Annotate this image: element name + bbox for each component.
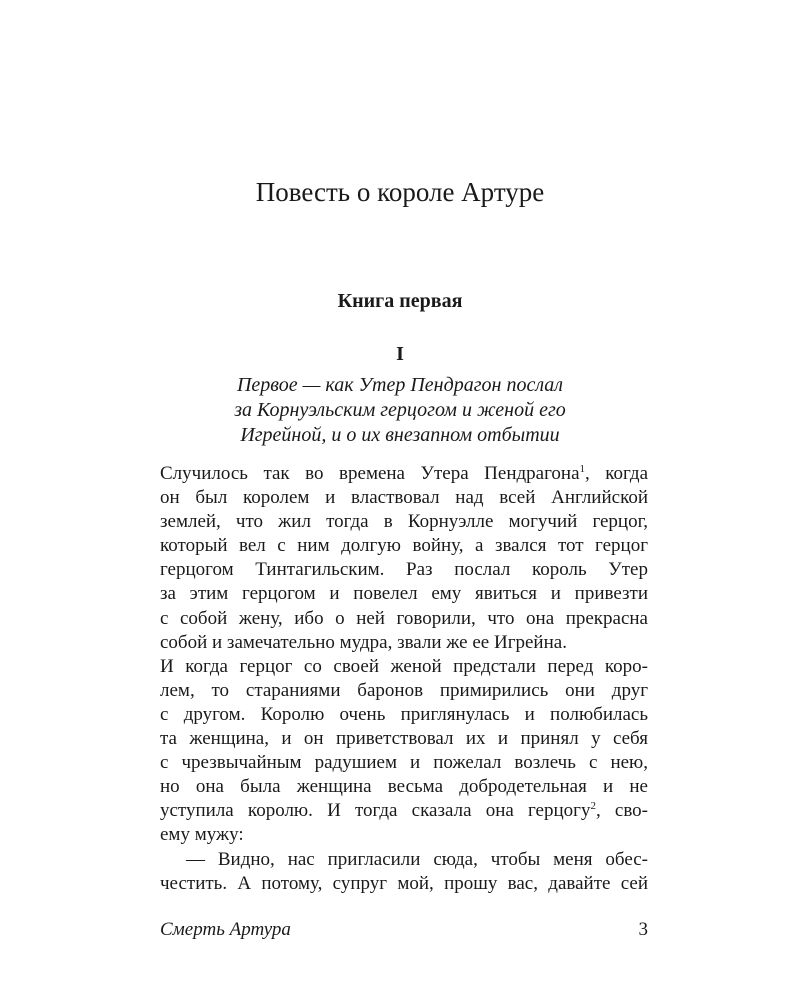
footnote-marker: 2 <box>590 800 596 813</box>
book-title: Книга первая <box>337 290 463 312</box>
text-line: ему мужу: <box>160 824 244 846</box>
text-line: он был королем и властвовал над всей Английской <box>160 487 648 509</box>
chapter-subtitle-line: Первое — как Утер Пендрагон послал <box>236 374 564 396</box>
text-segment: уступила королю. И тогда сказала она герцогу <box>160 800 591 822</box>
body-text <box>160 462 648 896</box>
text-line: та женщина, и он приветствовал их и принял у себя <box>160 728 648 750</box>
text-segment: Случилось так во времена Утера Пендрагона <box>160 463 580 484</box>
text-line <box>160 462 648 486</box>
text-line: но она была женщина весьма добродетельная и не <box>160 776 648 798</box>
text-segment: , когда <box>585 463 648 484</box>
text-line: честить. А потому, супруг мой, прошу вас, давайте сей <box>160 872 648 894</box>
text-line: землей, что жил тогда в Корнуэлле могучий герцог, <box>160 511 648 533</box>
chapter-subtitle-line: за Корнуэльским герцогом и женой его <box>234 399 566 421</box>
chapter-subtitle-line: Игрейной, и о их внезапном отбытии <box>240 424 560 446</box>
footnote-marker: 1 <box>579 463 586 475</box>
running-title: Смерть Артура <box>160 919 291 940</box>
text-line: герцогом Тинтагильским. Раз послал король Утер <box>160 559 648 581</box>
page-title: Повесть о короле Артуре <box>255 177 545 207</box>
text-line: — Видно, нас пригласили сюда, чтобы меня обес- <box>186 848 648 870</box>
text-line: который вел с ним долгую войну, а звался тот герцог <box>160 535 648 557</box>
text-line: с другом. Королю очень приглянулась и полюбилась <box>160 703 648 725</box>
text-line: с собой жену, ибо о ней говорили, что она прекрасна <box>160 607 648 629</box>
chapter-subtitle <box>0 373 800 448</box>
text-line: собой и замечательно мудра, звали же ее Игрейна. <box>160 631 567 653</box>
text-line: И когда герцог со своей женой предстали перед коро- <box>160 655 648 677</box>
text-segment: , сво- <box>595 800 649 822</box>
page-number: 3 <box>638 919 648 940</box>
text-line: за этим герцогом и повелел ему явиться и привезти <box>160 583 648 605</box>
chapter-number: I <box>396 343 404 365</box>
text-line: лем, то стараниями баронов примирились они друг <box>160 679 648 701</box>
text-line <box>160 799 648 823</box>
text-line: с чрезвычайным радушием и пожелал возлечь с нею, <box>160 752 648 774</box>
